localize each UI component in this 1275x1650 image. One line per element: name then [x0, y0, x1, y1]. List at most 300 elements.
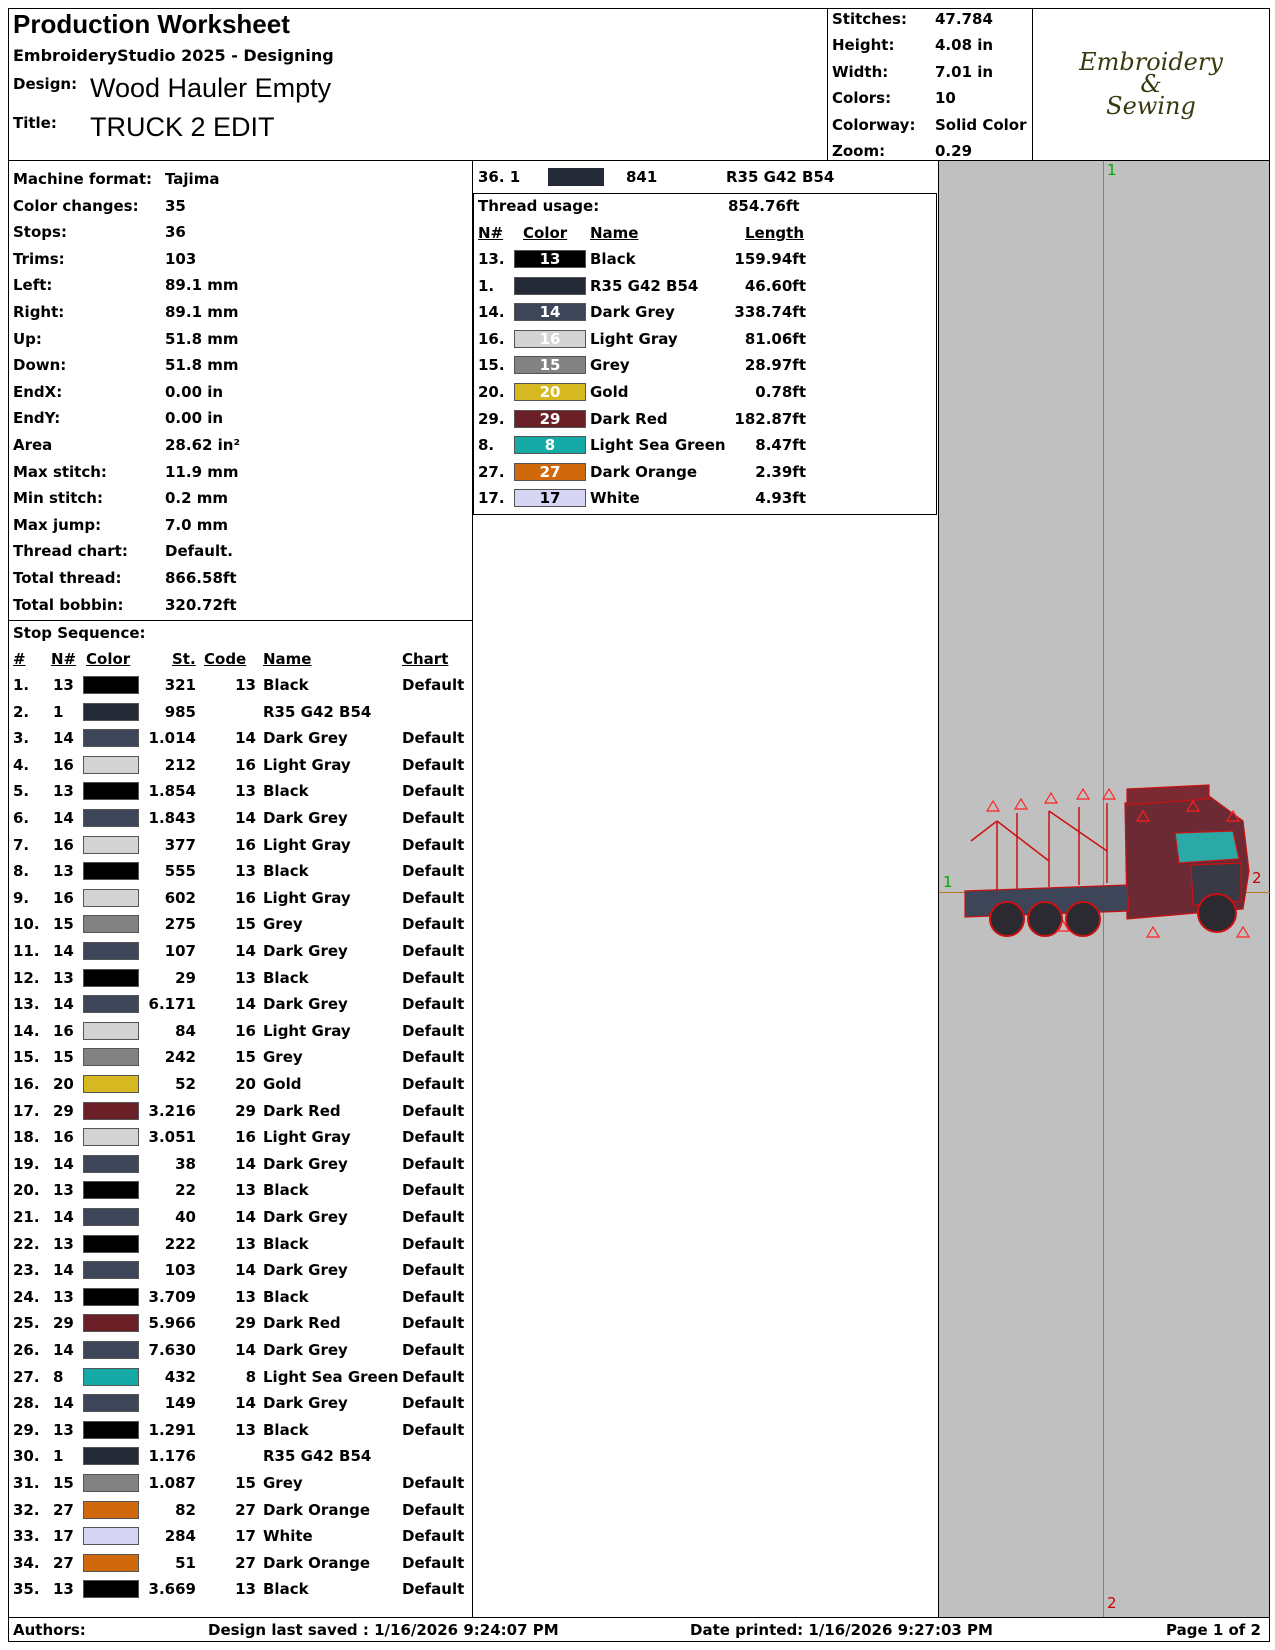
seq-stitches: 3.669 [148, 1580, 196, 1599]
logo-line-3: Sewing [1106, 92, 1196, 120]
seq-number: 5. [13, 782, 30, 801]
seq-number: 26. [13, 1341, 40, 1359]
seq-name: Light Gray [263, 888, 351, 907]
seq-header-num: # [13, 650, 26, 668]
seq-stitches: 1.087 [148, 1474, 196, 1492]
seq-name: Dark Red [263, 1101, 341, 1120]
seq-number: 28. [13, 1394, 40, 1413]
machine-info-value: 51.8 mm [165, 329, 239, 348]
thread-color-swatch: 14 [514, 303, 586, 321]
seq-chart: Default [402, 755, 465, 774]
seq-needle: 13 [53, 782, 74, 801]
thread-header-n: N# [478, 224, 504, 242]
seq-color-swatch [83, 1501, 139, 1519]
seq-needle: 13 [53, 1580, 74, 1599]
seq-stitches: 7.630 [148, 1341, 196, 1359]
seq-stitches: 1.176 [148, 1447, 196, 1466]
marker-left: 1 [943, 873, 953, 891]
seq-stitches: 275 [164, 915, 196, 934]
seq-code: 14 [235, 1394, 256, 1413]
thread-row-number: 8. [478, 436, 495, 455]
seq-needle: 14 [53, 1341, 74, 1359]
seq-needle: 1 [53, 702, 64, 721]
seq-needle: 14 [53, 942, 74, 960]
seq-needle: 13 [53, 676, 74, 694]
stat-label: Zoom: [832, 142, 886, 160]
stat-label: Stitches: [832, 10, 907, 28]
seq-number: 16. [13, 1075, 40, 1093]
seq-needle: 29 [53, 1314, 74, 1333]
machine-info-value: 103 [165, 249, 197, 268]
machine-info-value: 0.00 in [165, 409, 224, 428]
seq-name: Dark Grey [263, 729, 348, 748]
seq-color-swatch [83, 1208, 139, 1226]
logo-line-1: Embroidery [1079, 48, 1223, 76]
seq-code: 16 [235, 755, 256, 774]
seq-number: 14. [13, 1021, 40, 1040]
seq-chart: Default [402, 1021, 465, 1040]
seq-color-swatch [83, 969, 139, 987]
seq-chart: Default [402, 1261, 465, 1280]
software-subtitle: EmbroideryStudio 2025 - Designing [13, 46, 334, 65]
machine-info-label: Machine format: [13, 170, 152, 188]
seq-code: 15 [235, 1048, 256, 1067]
seq-name: Dark Red [263, 1314, 341, 1333]
thread-row-number: 27. [478, 462, 505, 481]
seq-chart: Default [402, 1580, 465, 1599]
seq-chart: Default [402, 1474, 465, 1492]
page-title: Production Worksheet [13, 9, 290, 39]
seq-chart: Default [402, 995, 465, 1014]
design-label: Design: [13, 75, 78, 93]
seq-chart: Default [402, 1287, 465, 1306]
machine-info-value: 0.00 in [165, 382, 224, 401]
thread-usage-total: 854.76ft [728, 197, 800, 215]
seq-code: 13 [235, 862, 256, 881]
seq-number: 10. [13, 915, 40, 934]
seq-stitches: 3.709 [148, 1287, 196, 1306]
machine-info-value: 36 [165, 223, 186, 242]
seq-header-st: St. [172, 650, 196, 668]
seq-stitches: 555 [164, 862, 196, 881]
seq-stitches: 1.014 [148, 729, 196, 748]
thread-color-swatch: 27 [514, 463, 586, 481]
seq-chart: Default [402, 862, 465, 881]
seq-chart: Default [402, 1367, 465, 1386]
truck-windshield [1175, 831, 1239, 863]
seq-stitches: 6.171 [148, 995, 196, 1014]
machine-info-value: 7.0 mm [165, 515, 229, 534]
thread-length: 46.60ft [744, 276, 806, 295]
seq-chart: Default [402, 888, 465, 907]
seq-code: 13 [235, 1234, 256, 1253]
seq-stitches: 149 [164, 1394, 196, 1413]
seq-color-swatch [83, 1474, 139, 1492]
stats-block [827, 8, 1033, 161]
seq-name: Black [263, 968, 309, 987]
seq-name: Dark Grey [263, 1154, 348, 1173]
seq-name: Light Gray [263, 1128, 351, 1147]
seq-number: 25. [13, 1314, 40, 1333]
seq-color-swatch [83, 1394, 139, 1412]
seq-stitches: 242 [164, 1048, 196, 1067]
seq-chart: Default [402, 782, 465, 801]
seq-color-swatch [83, 1128, 139, 1146]
seq-code: 27 [235, 1553, 256, 1572]
seq-needle: 15 [53, 915, 74, 934]
thread-length: 0.78ft [755, 383, 806, 401]
machine-info-value: 0.2 mm [165, 489, 229, 508]
seq-code: 13 [235, 1420, 256, 1439]
seq-name: Black [263, 1580, 309, 1599]
seq-color-swatch [83, 1181, 139, 1199]
seq-chart: Default [402, 1527, 465, 1546]
machine-info-label: Color changes: [13, 196, 139, 215]
seq-stitches: 107 [164, 942, 196, 960]
seq-number: 20. [13, 1181, 40, 1200]
seq-stitches: 1.291 [148, 1420, 196, 1439]
seq-color-swatch [83, 836, 139, 854]
seq-color-swatch [83, 1075, 139, 1093]
thread-color-swatch: 29 [514, 410, 586, 428]
seq-name: Light Sea Green [263, 1367, 399, 1386]
seq-number: 17. [13, 1101, 40, 1120]
seq-stitches: 321 [164, 676, 196, 694]
seq-code: 13 [235, 676, 256, 694]
seq-color-swatch [83, 1155, 139, 1173]
machine-info-value: 28.62 in² [165, 436, 241, 454]
seq-chart: Default [402, 1420, 465, 1439]
seq-stitches: 377 [164, 835, 196, 854]
seq-number: 35. [13, 1580, 40, 1599]
seq-header-n: N# [51, 650, 77, 668]
seq-needle: 16 [53, 755, 74, 774]
seq-number: 29. [13, 1420, 40, 1439]
seq-number: 2. [13, 702, 30, 721]
thread-row-number: 29. [478, 409, 505, 428]
seq-needle: 16 [53, 888, 74, 907]
seq-name: Black [263, 782, 309, 801]
machine-info-label: Right: [13, 303, 65, 321]
seq-name: Dark Orange [263, 1500, 371, 1519]
seq-number: 13. [13, 995, 40, 1014]
seq-stitches: 84 [175, 1021, 196, 1040]
stop-36-row [478, 166, 938, 188]
stat-value: 10 [935, 89, 956, 108]
seq-chart: Default [402, 1341, 465, 1359]
seq-stitches: 432 [164, 1367, 196, 1386]
seq-color-swatch [83, 1314, 139, 1332]
seq-name: R35 G42 B54 [263, 1447, 372, 1466]
seq-code: 27 [235, 1500, 256, 1519]
footer-authors: Authors: [13, 1621, 86, 1639]
seq-stitches: 602 [164, 888, 196, 907]
seq-code: 13 [235, 968, 256, 987]
seq-code: 15 [235, 915, 256, 934]
seq-code: 14 [235, 1154, 256, 1173]
seq-number: 24. [13, 1287, 40, 1306]
thread-length: 8.47ft [755, 436, 806, 455]
machine-info-label: Total thread: [13, 569, 122, 587]
seq-code: 20 [235, 1075, 256, 1093]
stop-sequence-label: Stop Sequence: [13, 624, 146, 642]
seq-number: 8. [13, 862, 30, 881]
seq-color-swatch [83, 1527, 139, 1545]
seq-color-swatch [83, 809, 139, 827]
seq-needle: 13 [53, 1287, 74, 1306]
seq-color-swatch [83, 915, 139, 933]
seq-chart: Default [402, 1048, 465, 1067]
seq-color-swatch [83, 942, 139, 960]
thread-row-number: 1. [478, 276, 495, 295]
seq-color-swatch [83, 1554, 139, 1572]
thread-length: 338.74ft [734, 303, 806, 322]
machine-info-value: 866.58ft [165, 569, 237, 587]
seq-color-swatch [83, 1102, 139, 1120]
seq-chart: Default [402, 1075, 465, 1093]
seq-stitches: 1.854 [148, 782, 196, 801]
seq-number: 34. [13, 1553, 40, 1572]
seq-code: 16 [235, 1128, 256, 1147]
marker-top: 1 [1107, 161, 1117, 179]
machine-info-label: Total bobbin: [13, 595, 124, 614]
seq-code: 14 [235, 942, 256, 960]
seq-chart: Default [402, 1394, 465, 1413]
thread-color-swatch: 13 [514, 250, 586, 268]
seq-name: Dark Grey [263, 1208, 348, 1226]
seq-needle: 14 [53, 1208, 74, 1226]
marker-bottom: 2 [1107, 1594, 1117, 1612]
thread-length: 81.06ft [744, 329, 806, 348]
seq-color-swatch [83, 1235, 139, 1253]
thread-color-swatch: 8 [514, 436, 586, 454]
thread-color-swatch: 15 [514, 356, 586, 374]
machine-info-value: 320.72ft [165, 595, 237, 614]
seq-name: Black [263, 1420, 309, 1439]
seq-stitches: 52 [175, 1075, 196, 1093]
seq-name: Gold [263, 1075, 302, 1093]
seq-code: 14 [235, 995, 256, 1014]
seq-number: 18. [13, 1128, 40, 1147]
machine-info-label: EndX: [13, 382, 63, 401]
seq-code: 14 [235, 1208, 256, 1226]
seq-name: Dark Grey [263, 1261, 348, 1280]
seq-chart: Default [402, 1154, 465, 1173]
design-name: Wood Hauler Empty [90, 73, 332, 103]
thread-header-name: Name [590, 224, 639, 242]
seq-code: 17 [235, 1527, 256, 1546]
seq-chart: Default [402, 1208, 465, 1226]
seq-number: 32. [13, 1500, 40, 1519]
seq-header-code: Code [204, 650, 247, 668]
logo-line-2: & [1140, 70, 1162, 98]
machine-info-label: Down: [13, 356, 67, 375]
seq-number: 27. [13, 1367, 40, 1386]
stat-label: Width: [832, 62, 889, 81]
seq-number: 6. [13, 809, 30, 827]
seq-name: Dark Orange [263, 1553, 371, 1572]
seq-color-swatch [83, 729, 139, 747]
thread-length: 182.87ft [734, 409, 806, 428]
seq-chart: Default [402, 1314, 465, 1333]
seq-stitches: 40 [175, 1208, 196, 1226]
thread-color-swatch: 17 [514, 489, 586, 507]
seq-number: 9. [13, 888, 30, 907]
seq-code: 13 [235, 782, 256, 801]
seq-needle: 15 [53, 1048, 74, 1067]
seq-name: Dark Grey [263, 1341, 348, 1359]
stop-36-name: R35 G42 B54 [726, 168, 835, 186]
seq-header-name: Name [263, 650, 312, 668]
seq-code: 29 [235, 1101, 256, 1120]
thread-name: Dark Grey [590, 303, 675, 322]
machine-info-value: 89.1 mm [165, 303, 239, 321]
seq-code: 14 [235, 729, 256, 748]
seq-needle: 16 [53, 1021, 74, 1040]
seq-name: Grey [263, 1474, 303, 1492]
seq-name: Light Gray [263, 1021, 351, 1040]
seq-code: 29 [235, 1314, 256, 1333]
seq-stitches: 22 [175, 1181, 196, 1200]
seq-needle: 13 [53, 1234, 74, 1253]
design-title: TRUCK 2 EDIT [90, 112, 275, 142]
thread-name: Grey [590, 356, 630, 375]
seq-stitches: 29 [175, 968, 196, 987]
machine-info-value: 51.8 mm [165, 356, 239, 375]
seq-number: 19. [13, 1154, 40, 1173]
seq-chart: Default [402, 1500, 465, 1519]
machine-info-label: Stops: [13, 223, 67, 242]
machine-info-value: Default. [165, 542, 233, 561]
marker-right: 2 [1252, 869, 1262, 887]
thread-name: R35 G42 B54 [590, 276, 699, 295]
thread-row-number: 16. [478, 329, 505, 348]
embroidery-sewing-logo [1034, 48, 1268, 120]
seq-color-swatch [83, 1288, 139, 1306]
seq-name: Grey [263, 915, 303, 934]
seq-chart: Default [402, 1128, 465, 1147]
seq-name: Black [263, 1181, 309, 1200]
seq-chart: Default [402, 809, 465, 827]
seq-number: 33. [13, 1527, 40, 1546]
seq-code: 13 [235, 1181, 256, 1200]
thread-name: White [590, 489, 640, 508]
seq-stitches: 985 [164, 702, 196, 721]
thread-usage-label: Thread usage: [478, 197, 600, 215]
seq-number: 1. [13, 676, 30, 694]
seq-header-chart: Chart [402, 650, 449, 668]
machine-info-label: Up: [13, 329, 42, 348]
seq-name: Dark Grey [263, 809, 348, 827]
stop-36-number: 36. 1 [478, 168, 521, 186]
seq-color-swatch [83, 756, 139, 774]
seq-needle: 15 [53, 1474, 74, 1492]
seq-color-swatch [83, 676, 139, 694]
machine-info-label: Area [13, 436, 53, 454]
seq-code: 16 [235, 835, 256, 854]
seq-needle: 1 [53, 1447, 64, 1466]
thread-length: 2.39ft [755, 462, 806, 481]
thread-row-number: 14. [478, 303, 505, 322]
machine-info-label: Thread chart: [13, 542, 128, 561]
thread-length: 4.93ft [755, 489, 806, 508]
seq-needle: 14 [53, 729, 74, 748]
seq-chart: Default [402, 1101, 465, 1120]
stat-label: Colors: [832, 89, 892, 108]
thread-name: Dark Orange [590, 462, 698, 481]
seq-color-swatch [83, 782, 139, 800]
seq-number: 30. [13, 1447, 40, 1466]
seq-number: 3. [13, 729, 30, 748]
seq-chart: Default [402, 968, 465, 987]
seq-color-swatch [83, 1022, 139, 1040]
seq-name: Black [263, 1234, 309, 1253]
seq-code: 15 [235, 1474, 256, 1492]
thread-length: 28.97ft [744, 356, 806, 375]
seq-code: 14 [235, 1261, 256, 1280]
seq-needle: 17 [53, 1527, 74, 1546]
seq-name: Grey [263, 1048, 303, 1067]
seq-name: Dark Grey [263, 1394, 348, 1413]
machine-info-label: Left: [13, 276, 53, 295]
seq-color-swatch [83, 862, 139, 880]
seq-needle: 8 [53, 1367, 64, 1386]
seq-number: 12. [13, 968, 40, 987]
seq-code: 13 [235, 1580, 256, 1599]
stop-36-stitches: 841 [626, 168, 658, 186]
machine-info-label: Min stitch: [13, 489, 103, 508]
seq-needle: 16 [53, 1128, 74, 1147]
seq-number: 22. [13, 1234, 40, 1253]
thread-row-number: 20. [478, 383, 505, 401]
seq-code: 13 [235, 1287, 256, 1306]
seq-chart: Default [402, 729, 465, 748]
thread-header-length: Length [745, 224, 804, 242]
machine-info-value: Tajima [165, 170, 220, 188]
stat-value: 4.08 in [935, 36, 994, 55]
seq-stitches: 222 [164, 1234, 196, 1253]
machine-info-value: 11.9 mm [165, 462, 239, 481]
stat-value: 47.784 [935, 10, 993, 28]
seq-chart: Default [402, 1234, 465, 1253]
stop-36-swatch [548, 168, 604, 186]
thread-color-swatch: 16 [514, 330, 586, 348]
thread-name: Light Sea Green [590, 436, 726, 455]
stat-label: Height: [832, 36, 895, 55]
seq-needle: 13 [53, 862, 74, 881]
seq-stitches: 3.216 [148, 1101, 196, 1120]
machine-info-label: Max jump: [13, 515, 102, 534]
seq-stitches: 103 [164, 1261, 196, 1280]
machine-info-divider [8, 620, 473, 621]
seq-needle: 14 [53, 809, 74, 827]
seq-needle: 13 [53, 968, 74, 987]
footer-last-saved: Design last saved : 1/16/2026 9:24:07 PM [208, 1621, 559, 1639]
seq-stitches: 38 [175, 1154, 196, 1173]
seq-number: 23. [13, 1261, 40, 1280]
seq-color-swatch [83, 1368, 139, 1386]
thread-name: Light Gray [590, 329, 678, 348]
footer-page-number: Page 1 of 2 [1166, 1621, 1261, 1639]
seq-color-swatch [83, 703, 139, 721]
seq-code: 14 [235, 1341, 256, 1359]
thread-row-number: 17. [478, 489, 505, 508]
seq-code: 14 [235, 809, 256, 827]
machine-info-label: Max stitch: [13, 462, 107, 481]
seq-number: 21. [13, 1208, 40, 1226]
seq-name: Black [263, 676, 309, 694]
seq-code: 16 [235, 888, 256, 907]
